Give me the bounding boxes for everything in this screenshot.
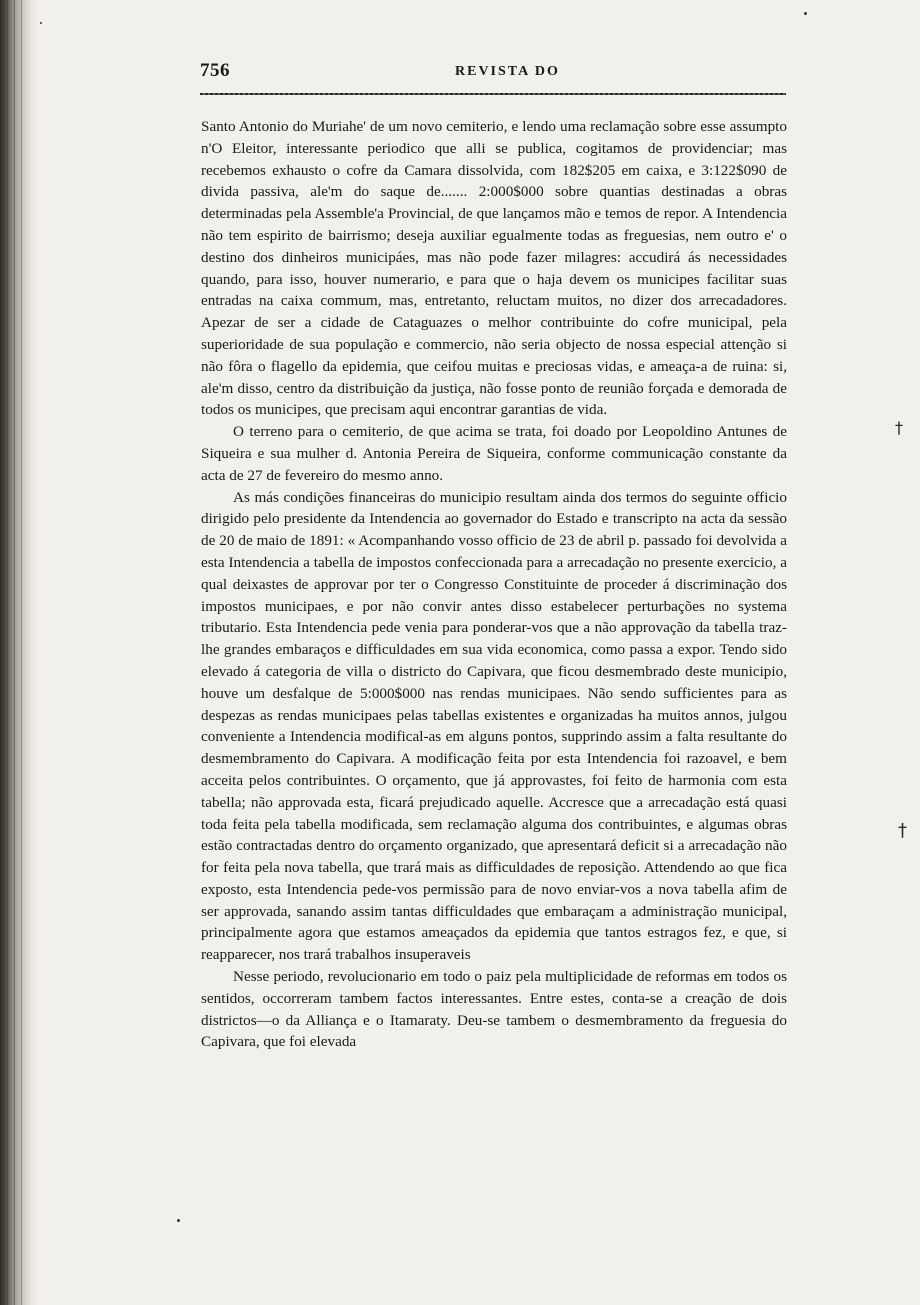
header-rule [200, 93, 786, 95]
margin-mark: † [895, 418, 903, 437]
paragraph: Santo Antonio do Muriahe' de um novo cemiterio, e lendo uma reclamação sobre esse assumpto n'O Eleitor, interessante periodico que alli se publica, cogitamos de providenciar; mas recebemos exhausto o cofre da Camara dissolvida, com 182$205 em caixa, e 3:122$090 de divida passiva, ale'm do saque de....... 2:000$000 sobre quantias destinadas a obras determinadas pela Assemble'a Provincial, de que lançamos mão e temos de repor. A Intendencia não tem espirito de bairrismo; deseja auxiliar egualmente todas as freguesias, nem outro e' o destino dos dinheiros municipáes, mas não pode fazer milagres: accudirá ás necessidades quando, para isso, houver numerario, e para que o haja devem os municipes facilitar suas entradas na caixa commum, mas, entretanto, reluctam muitos, no dizer dos arrecadadores. Apezar de ser a cidade de Cataguazes o melhor contribuinte do cofre municipal, pela superioridade de sua população e commercio, não seria objecto de nossa especial attenção si não fôra o flagello da epidemia, que ceifou muitas e preciosas vidas, e ameaça-a de ruina: si, ale'm disso, centro da distribuição da justiça, não fosse ponto de reunião forçada e demorada de todos os municipes, que precisam aqui encontrar garantias de vida. [201, 118, 787, 419]
page-header [200, 60, 786, 90]
paragraph: O terreno para o cemiterio, de que acima se trata, foi doado por Leopoldino Antunes de Siqueira e sua mulher d. Antonia Pereira de Siqueira, conforme communicação constante da acta de 27 de fevereiro do mesmo anno. [201, 423, 787, 484]
binding-edge-line [7, 0, 8, 1305]
running-title: REVISTA DO [455, 64, 560, 79]
binding-edge-line [14, 0, 15, 1305]
margin-mark: † [898, 820, 907, 841]
body-text [201, 116, 787, 1053]
scan-speck [40, 22, 42, 24]
binding-edge-line [21, 0, 22, 1305]
paragraph: As más condições financeiras do municipio resultam ainda dos termos do seguinte officio dirigido pelo presidente da Intendencia ao governador do Estado e transcripto na acta da sessão de 20 de maio de 1891: « Acompanhando vosso officio de 23 de abril p. passado foi devolvida a esta Intendencia a tabella de impostos confeccionada para a arrecadação no presente exercicio, a qual deixastes de approvar por ter o Congresso Constituinte de proceder á discriminação dos impostos municipaes, e por não convir antes disso estabelecer perturbações no systema tributario. Esta Intendencia pede venia para ponderar-vos que a não approvação da tabella traz-lhe grandes embaraços e difficuldades em sua vida economica, como passa a expor. Tendo sido elevado á categoria de villa o districto do Capivara, que ficou desmembrado deste municipio, houve um desfalque de 5:000$000 nas rendas municipaes. Não sendo sufficientes para as despezas as rendas municipaes pelas tabellas existentes e organizadas ha muitos annos, julgou conveniente a Intendencia modifical-as em alguns pontos, supprindo assim a falta resultante do desmembramento do Capivara. A modificação feita por esta Intendencia foi razoavel, e bem acceita pelos contribuintes. O orçamento, que já approvastes, foi feito de harmonia com esta tabella; não approvada esta, ficará prejudicado aquelle. Accresce que a arrecadação está quasi toda feita pela tabella modificada, sem reclamação alguma dos contribuintes, e algumas obras estão contractadas dentro do orçamento organizado, que apresentará deficit si a arrecadação não for feita pela nova tabella, que trará mais as difficuldades de reposição. Attendendo ao que fica exposto, esta Intendencia pede-vos permissão para de novo enviar-vos a nova tabella afim de ser approvada, sanando assim tantas difficuldades que embaraçam a administração municipal, principalmente agora que estamos ameaçados da epidemia que tantos estragos fez, e que, si reapparecer, nos trará trabalhos insuperaveis [201, 488, 787, 964]
paragraph: Nesse periodo, revolucionario em todo o paiz pela multiplicidade de reformas em todos os sentidos, occorreram tambem factos interessantes. Entre estes, conta-se a creação de dois districtos—o da Alliança e o Itamaraty. Deu-se tambem o desmembramento da freguesia do Capivara, que foi elevada [201, 968, 787, 1051]
book-binding-shadow [0, 0, 38, 1305]
scan-speck [177, 1219, 180, 1222]
scan-speck [804, 12, 807, 15]
page-number: 756 [200, 60, 230, 81]
